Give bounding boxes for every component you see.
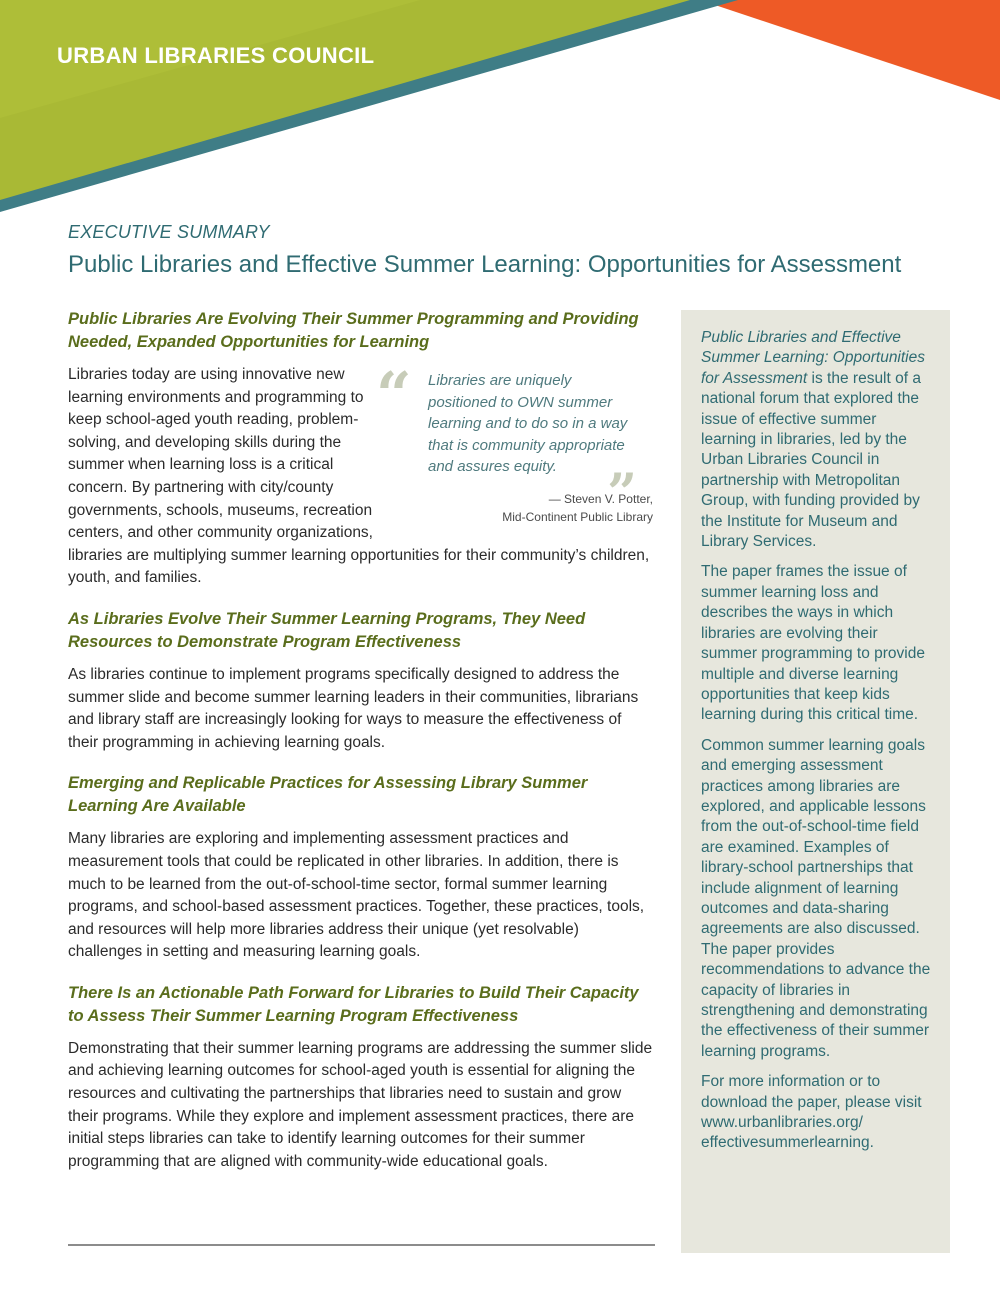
close-quote-icon: ” bbox=[607, 463, 637, 524]
sidebar-intro-title: Public Libraries and Effective Summer Learning: Opportunities for Assessment bbox=[701, 329, 926, 387]
main-column bbox=[68, 308, 653, 1191]
section-body: Demonstrating that their summer learning programs are addressing the summer slide and achieving learning outcomes for school-aged youth is essential for aligning the resources and cultivating the partnerships that libraries need to sustain and grow their programs. While they explore and implement assessment practices, there are initial steps libraries can take to identify learning outcomes for their summer programming that are aligned with community-wide educational goals. bbox=[68, 1039, 653, 1170]
pull-quote bbox=[376, 358, 653, 526]
sidebar-paragraph: For more information or to download the paper, please visit www.urbanlibraries.org/ effectivesummerlearning. bbox=[701, 1073, 922, 1152]
section-heading: Emerging and Replicable Practices for Assessing Library Summer Learning Are Available bbox=[68, 774, 588, 816]
sidebar-paragraph: The paper frames the issue of summer learning loss and describes the ways in which libraries are evolving their summer programming to provide multiple and diverse learning opportunities that keep kids learning during this critical time. bbox=[701, 563, 925, 724]
org-name: URBAN LIBRARIES COUNCIL bbox=[57, 43, 375, 68]
section-heading: There Is an Actionable Path Forward for Libraries to Build Their Capacity to Assess Their Summer Learning Program Effectiveness bbox=[68, 983, 639, 1025]
eyebrow-label: EXECUTIVE SUMMARY bbox=[68, 222, 270, 242]
section-body: Libraries today are using innovative new learning environments and programming to keep school-aged youth reading, problem-solving, and developing skills during the summer when learning loss is a critical concern. By partnering with city/county governments, schools, museums, recreation centers, and other community organizations, libraries are multiplying summer learning opportunities for their community’s children, youth, and families. bbox=[68, 366, 650, 587]
sidebar-intro-text: is the result of a national forum that explored the issue of effective summer learning in libraries, led by the Urban Libraries Council in partnership with Metropolitan Group, with funding provided by the Institute for Museum and Library Services. bbox=[701, 369, 921, 551]
quote-author: — Steven V. Potter, bbox=[548, 491, 653, 506]
section-body: As libraries continue to implement programs specifically designed to address the summer slide and become summer learning leaders in their communities, librarians and library staff are increasingly looking for ways to measure the effectiveness of their programming in achieving learning goals. bbox=[68, 665, 639, 751]
quote-text: Libraries are uniquely positioned to OWN summer learning and to do so in a way that is community appropriate and assures equity. bbox=[428, 372, 628, 475]
sidebar-intro bbox=[701, 328, 932, 552]
sidebar-paragraph: Common summer learning goals and emerging assessment practices among libraries are explored, and applicable lessons from the out-of-school-time field are examined. Examples of library-school partnerships that include alignment of learning outcomes and data-sharing agreements are also discussed. The paper provides recommendations to advance the capacity of libraries in strengthening and demonstrating the effectiveness of their summer learning programs. bbox=[701, 736, 931, 1060]
section-body: Many libraries are exploring and implementing assessment practices and measurement tools that could be replicated in other libraries. In addition, there is much to be learned from the out-of-school-time sector, formal summer learning programs, and school-based assessment practices. Together, these practices, tools, and resources will help more libraries address their unique (yet resolvable) challenges in setting and measuring learning goals. bbox=[68, 830, 645, 961]
bottom-divider bbox=[68, 1244, 655, 1246]
header-banner bbox=[0, 0, 1000, 215]
page-title: Public Libraries and Effective Summer Learning: Opportunities for Assessment bbox=[68, 251, 902, 278]
sidebar-summary bbox=[681, 310, 950, 1253]
section-heading: As Libraries Evolve Their Summer Learning Programs, They Need Resources to Demonstrate Program Effectiveness bbox=[68, 609, 586, 651]
quote-organization: Mid-Continent Public Library bbox=[502, 509, 653, 524]
open-quote-icon: “ bbox=[376, 358, 412, 431]
section-heading: Public Libraries Are Evolving Their Summer Programming and Providing Needed, Expanded Opportunities for Learning bbox=[68, 310, 639, 351]
